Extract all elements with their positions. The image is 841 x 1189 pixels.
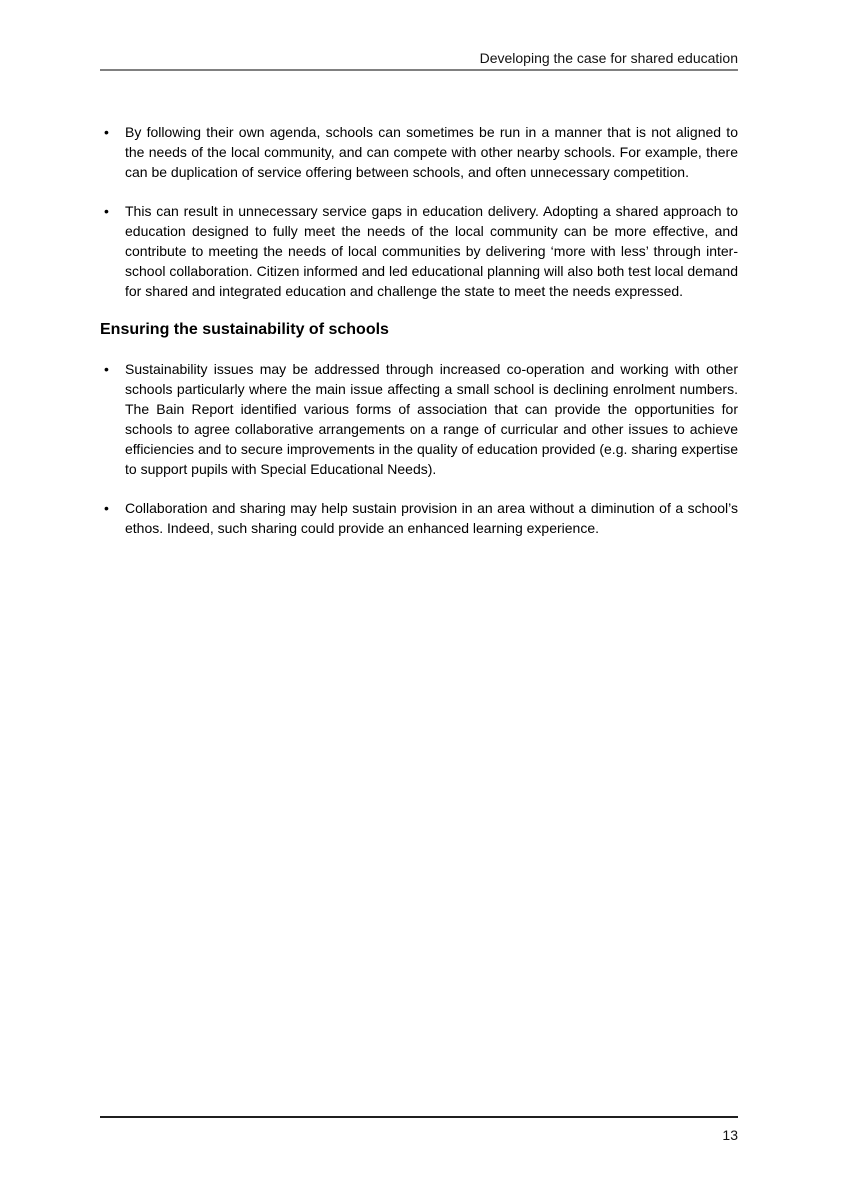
bullet-list-top [100, 122, 738, 301]
bullet-item: • Collaboration and sharing may help sustain provision in an area without a diminution of a school’s ethos. Indeed, such sharing could provide an enhanced learning experience. [100, 498, 738, 538]
bullet-item: • Sustainability issues may be addressed through increased co-operation and working with other schools particularly where the main issue affecting a small school is declining enrolment numbers. The Bain Report identified various forms of association that can provide the opportunities for schools to agree collaborative arrangements on a range of curricular and other issues to achieve efficiencies and to secure improvements in the quality of education provided (e.g. sharing expertise to support pupils with Special Educational Needs). [100, 359, 738, 479]
page-number: 13 [722, 1127, 738, 1143]
bullet-item: • This can result in unnecessary service gaps in education delivery. Adopting a shared approach to education designed to fully meet the needs of the local community can be more effective, and contribute to meeting the needs of local communities by delivering ‘more with less’ through inter-school collaboration. Citizen informed and led educational planning will also both test local demand for shared and integrated education and challenge the state to meet the needs expressed. [100, 201, 738, 301]
page-footer [100, 1116, 738, 1145]
running-header-title: Developing the case for shared education [479, 50, 738, 66]
page-content [100, 122, 738, 557]
section-heading: Ensuring the sustainability of schools [100, 321, 389, 338]
page-header [100, 48, 738, 71]
header-rule [100, 69, 738, 71]
bullet-item: • By following their own agenda, schools can sometimes be run in a manner that is not aligned to the needs of the local community, and can compete with other nearby schools. For example, there can be duplication of service offering between schools, and often unnecessary competition. [100, 122, 738, 182]
bullet-list-section [100, 359, 738, 538]
